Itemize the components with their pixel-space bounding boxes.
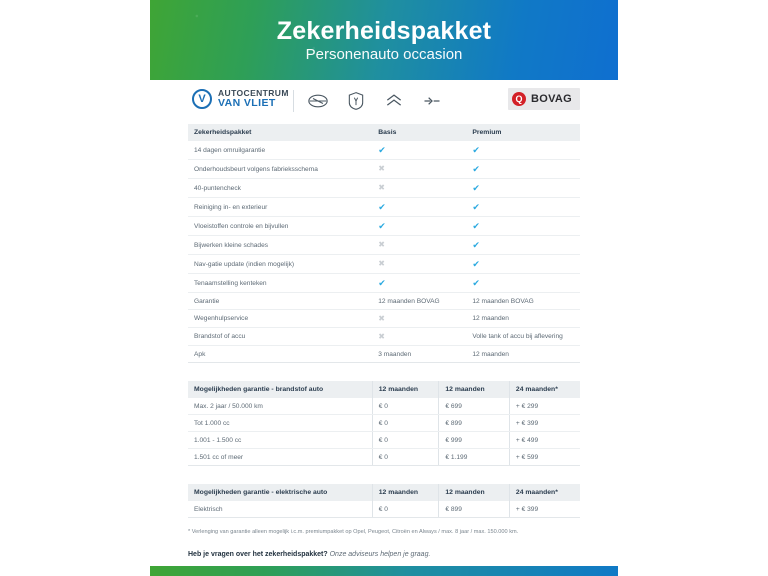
check-icon: ✔ — [378, 144, 386, 155]
marque-logos — [308, 91, 442, 111]
cell-price-2: € 899 — [439, 415, 510, 432]
column-header-12-maanden-premium: 12 maanden — [439, 484, 510, 501]
column-header-elektrisch: Mogelijkheden garantie - elektrische auto — [188, 484, 372, 501]
column-header-12-maanden-basis: 12 maanden — [372, 484, 439, 501]
check-icon: ✔ — [472, 163, 480, 174]
left-margin — [0, 0, 150, 576]
check-icon: ✔ — [472, 239, 480, 250]
table-row — [188, 255, 580, 274]
peugeot-logo-icon — [346, 91, 366, 111]
cell-price-1: € 0 — [372, 415, 439, 432]
table-header-row — [188, 381, 580, 398]
cell-premium: 12 maanden — [466, 346, 580, 363]
cell-price-3: + € 399 — [509, 501, 580, 518]
cell-basis: 3 maanden — [372, 346, 466, 363]
cell-price-1: € 0 — [372, 432, 439, 449]
footer-banner — [150, 566, 618, 576]
check-icon: ✔ — [472, 258, 480, 269]
cell-label: Max. 2 jaar / 50.000 km — [188, 398, 372, 415]
cross-icon: ✖ — [378, 313, 385, 323]
brand-line-2: VAN VLIET — [218, 96, 276, 109]
cell-basis — [372, 255, 466, 274]
right-margin — [618, 0, 768, 576]
check-icon: ✔ — [472, 277, 480, 288]
table-row — [188, 310, 580, 328]
cell-price-3: + € 499 — [509, 432, 580, 449]
cell-price-3: + € 399 — [509, 415, 580, 432]
cell-label: 1.001 - 1.500 cc — [188, 432, 372, 449]
cell-feature: Brandstof of accu — [188, 328, 372, 346]
cell-premium — [466, 217, 580, 236]
check-icon: ✔ — [378, 220, 386, 231]
table-row — [188, 274, 580, 293]
table-row — [188, 346, 580, 363]
check-icon: ✔ — [472, 144, 480, 155]
cell-label: 1.501 cc of meer — [188, 449, 372, 466]
cell-feature: Tenaamstelling kenteken — [188, 274, 372, 293]
cell-label: Tot 1.000 cc — [188, 415, 372, 432]
cell-feature: 14 dagen omruilgarantie — [188, 141, 372, 160]
page-title: Zekerheidspakket — [276, 17, 492, 45]
column-header-24-maanden: 24 maanden* — [509, 381, 580, 398]
zekerheidspakket-table-body — [188, 141, 580, 363]
cell-premium — [466, 198, 580, 217]
cell-feature: Apk — [188, 346, 372, 363]
garantie-brandstof-table — [188, 381, 580, 466]
bovag-mark-icon: Q — [512, 92, 526, 106]
citroen-logo-icon — [384, 91, 404, 111]
cell-premium — [466, 274, 580, 293]
cell-premium: 12 maanden BOVAG — [466, 293, 580, 310]
opel-logo-icon — [308, 91, 328, 111]
table-row — [188, 179, 580, 198]
cell-basis — [372, 328, 466, 346]
zekerheidspakket-table — [188, 124, 580, 363]
cell-basis: 12 maanden BOVAG — [372, 293, 466, 310]
column-header-premium: Premium — [466, 124, 580, 141]
cell-premium — [466, 255, 580, 274]
cell-price-3: + € 599 — [509, 449, 580, 466]
table-row — [188, 217, 580, 236]
cell-feature: Bijwerken kleine schades — [188, 236, 372, 255]
cell-feature: Reiniging in- en exterieur — [188, 198, 372, 217]
cell-price-1: € 0 — [372, 398, 439, 415]
column-header-brandstof: Mogelijkheden garantie - brandstof auto — [188, 381, 372, 398]
check-icon: ✔ — [472, 220, 480, 231]
header-banner — [150, 0, 618, 80]
cell-basis — [372, 179, 466, 198]
cell-price-1: € 0 — [372, 501, 439, 518]
check-icon: ✔ — [378, 277, 386, 288]
table-row — [188, 160, 580, 179]
table-row — [188, 449, 580, 466]
brand-row — [150, 80, 618, 124]
table-row — [188, 293, 580, 310]
cross-icon: ✖ — [378, 331, 385, 341]
table-row — [188, 328, 580, 346]
cell-price-2: € 699 — [439, 398, 510, 415]
document-content — [150, 124, 618, 566]
cell-basis — [372, 198, 466, 217]
table-row — [188, 198, 580, 217]
garantie-brandstof-table-body — [188, 398, 580, 466]
column-header-12-maanden-basis: 12 maanden — [372, 381, 439, 398]
brand-wordmark — [218, 89, 289, 109]
cell-price-2: € 1.199 — [439, 449, 510, 466]
table-header-row — [188, 124, 580, 141]
cell-premium — [466, 141, 580, 160]
cell-premium: 12 maanden — [466, 310, 580, 328]
cell-premium — [466, 179, 580, 198]
column-header-24-maanden: 24 maanden* — [509, 484, 580, 501]
cell-premium: Volle tank of accu bij aflevering — [466, 328, 580, 346]
table-row — [188, 398, 580, 415]
v-mark-icon: V — [192, 89, 212, 109]
cell-basis — [372, 217, 466, 236]
cell-basis — [372, 310, 466, 328]
cta-answer: Onze adviseurs helpen je graag. — [327, 550, 431, 558]
table-row — [188, 236, 580, 255]
cta-text — [188, 551, 580, 558]
cell-feature: Wegenhulpservice — [188, 310, 372, 328]
cell-price-3: + € 299 — [509, 398, 580, 415]
table-header-row — [188, 484, 580, 501]
cell-feature: Onderhoudsbeurt volgens fabrieksschema — [188, 160, 372, 179]
cross-icon: ✖ — [378, 240, 385, 249]
column-header-feature: Zekerheidspakket — [188, 124, 372, 141]
table-row — [188, 141, 580, 160]
cell-basis — [372, 141, 466, 160]
brand-line-1: AUTOCENTRUM — [218, 88, 289, 99]
check-icon: ✔ — [378, 201, 386, 212]
bovag-badge — [508, 88, 580, 110]
cell-label: Elektrisch — [188, 501, 372, 518]
cross-icon: ✖ — [378, 259, 385, 268]
cell-premium — [466, 160, 580, 179]
check-icon: ✔ — [472, 182, 480, 193]
check-icon: ✔ — [472, 201, 480, 212]
cell-feature: Vloeistoffen controle en bijvullen — [188, 217, 372, 236]
column-header-basis: Basis — [372, 124, 466, 141]
cross-icon: ✖ — [378, 183, 385, 192]
cell-basis — [372, 274, 466, 293]
page-subtitle: Personenauto occasion — [305, 46, 463, 63]
table-row — [188, 415, 580, 432]
always-logo-icon — [422, 91, 442, 111]
cta-question: Heb je vragen over het zekerheidspakket? — [188, 550, 328, 558]
cell-price-1: € 0 — [372, 449, 439, 466]
cell-premium — [466, 236, 580, 255]
brand-divider — [293, 90, 294, 112]
table-row — [188, 501, 580, 518]
section-spacer — [188, 466, 580, 484]
section-spacer — [188, 363, 580, 381]
cell-basis — [372, 160, 466, 179]
cell-feature: Nav-gatie update (indien mogelijk) — [188, 255, 372, 274]
garantie-elektrisch-table — [188, 484, 580, 518]
cell-feature: Garantie — [188, 293, 372, 310]
cell-basis — [372, 236, 466, 255]
autocentrum-van-vliet-logo — [192, 89, 289, 109]
cell-price-2: € 999 — [439, 432, 510, 449]
cross-icon: ✖ — [378, 164, 385, 173]
table-row — [188, 432, 580, 449]
garantie-elektrisch-table-body — [188, 501, 580, 518]
footnote: * Verlenging van garantie alleen mogelijk i.c.m. premiumpakket op Opel, Peugeot, Citroën en Always / max. 8 jaar / max. 150.000 km. — [188, 529, 519, 535]
cell-feature: 40-puntencheck — [188, 179, 372, 198]
cell-price-2: € 899 — [439, 501, 510, 518]
bovag-label: BOVAG — [531, 93, 573, 105]
column-header-12-maanden-premium: 12 maanden — [439, 381, 510, 398]
